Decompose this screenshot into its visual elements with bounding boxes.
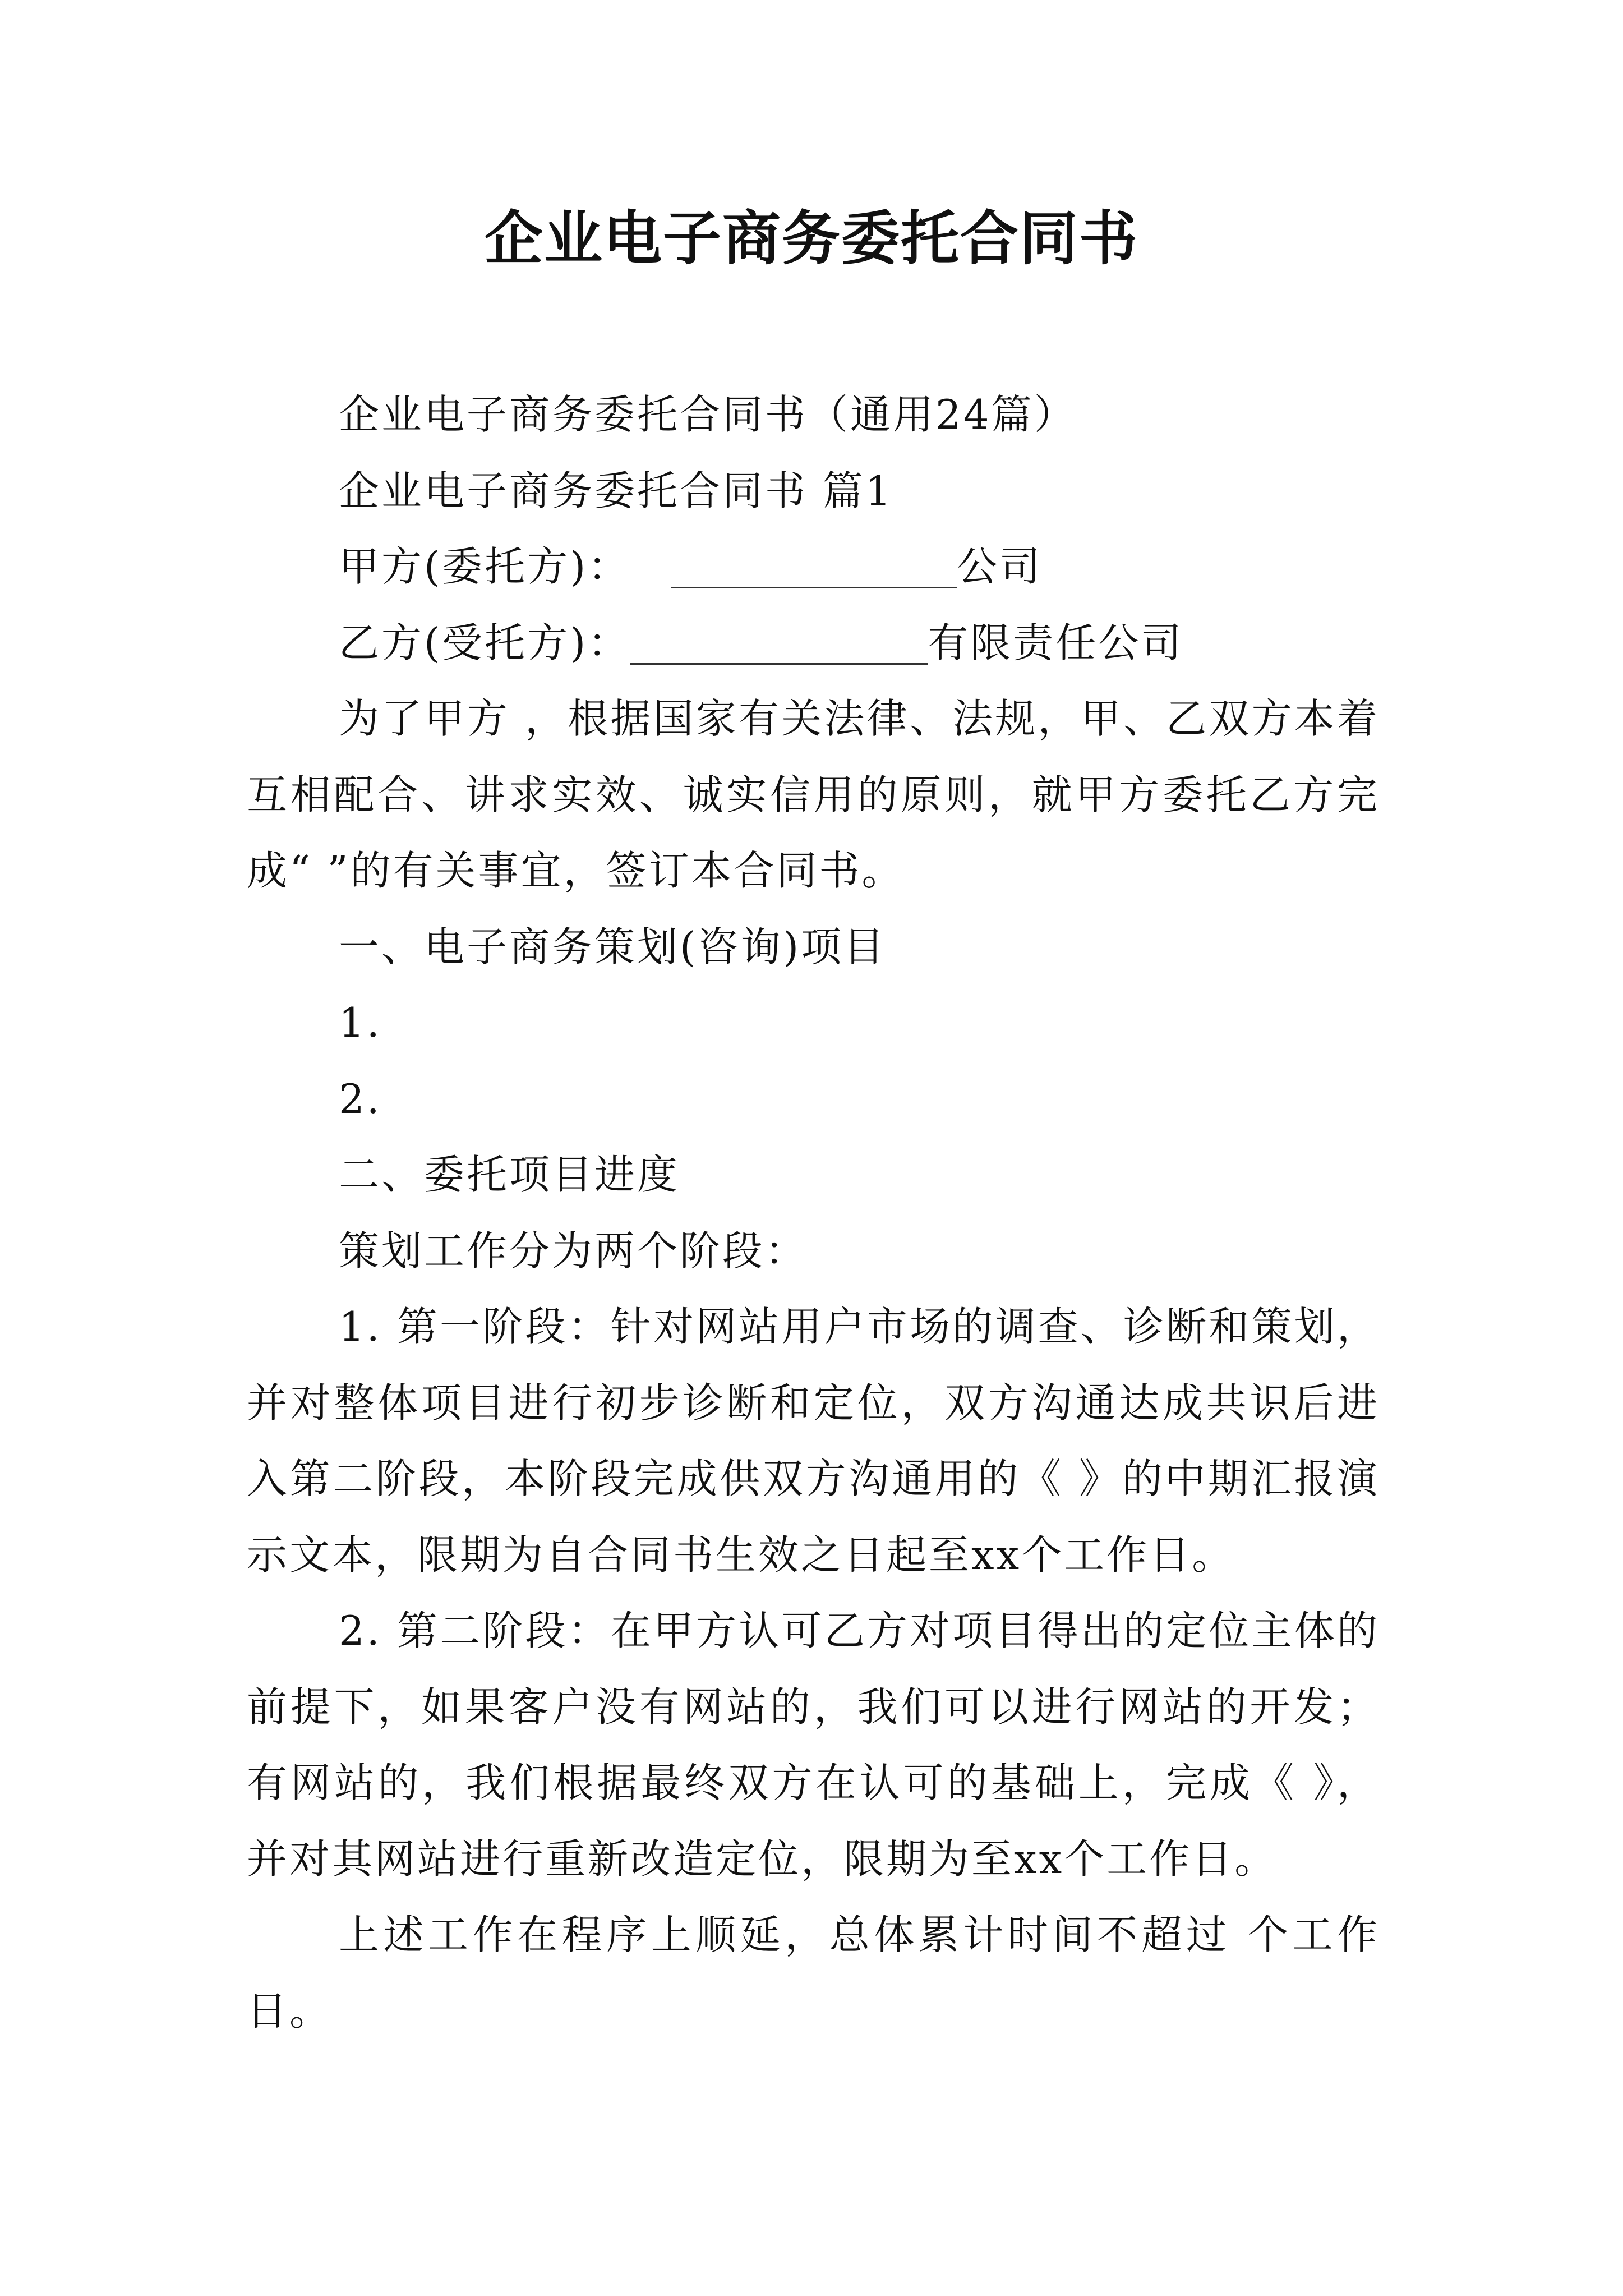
document-subtitle: 企业电子商务委托合同书（通用24篇） (339, 391, 1077, 438)
party-b-line (247, 605, 1380, 682)
document-body (247, 377, 1380, 2049)
document-title: 企业电子商务委托合同书 (484, 204, 1138, 273)
party-b-blank (630, 618, 928, 665)
heading-project-schedule: 二、委托项目进度 (339, 1151, 680, 1198)
party-a-label: 甲方(委托方)： (339, 543, 631, 590)
phase-1-paragraph: 1. 第一阶段：针对网站用户市场的调查、诊断和策划，并对整体项目进行初步诊断和定位，双方沟通达成共识后进入第二阶段，本阶段完成供双方沟通用的《 》的中期汇报演示文本，限期为自合同书生效之日起至xx个工作日。 (247, 1303, 1380, 1579)
list-item-2: 2. (339, 1075, 382, 1122)
phase-2-paragraph: 2. 第二阶段：在甲方认可乙方对项目得出的定位主体的前提下，如果客户没有网站的，我们可以进行网站的开发；有网站的，我们根据最终双方在认可的基础上，完成《 》，并对其网站进行重新改造定位，限期为至xx个工作日。 (247, 1607, 1380, 1883)
section-heading: 企业电子商务委托合同书 篇1 (339, 467, 893, 514)
summary-paragraph: 上述工作在程序上顺延，总体累计时间不超过 个工作日。 (247, 1911, 1380, 2035)
phases-intro: 策划工作分为两个阶段： (339, 1227, 808, 1274)
heading-consulting-project: 一、电子商务策划(咨询)项目 (339, 923, 887, 970)
party-a-blank (671, 542, 957, 588)
party-b-label: 乙方(受托方)： (339, 619, 631, 666)
list-item-1: 1. (339, 999, 382, 1046)
intro-paragraph: 为了甲方 ，根据国家有关法律、法规，甲、乙双方本着互相配合、讲求实效、诚实信用的原则，就甲方委托乙方完成“ ”的有关事宜，签订本合同书。 (247, 695, 1380, 894)
party-a-line (247, 529, 1380, 605)
party-a-suffix: 公司 (957, 543, 1043, 590)
party-b-suffix: 有限责任公司 (928, 619, 1184, 666)
